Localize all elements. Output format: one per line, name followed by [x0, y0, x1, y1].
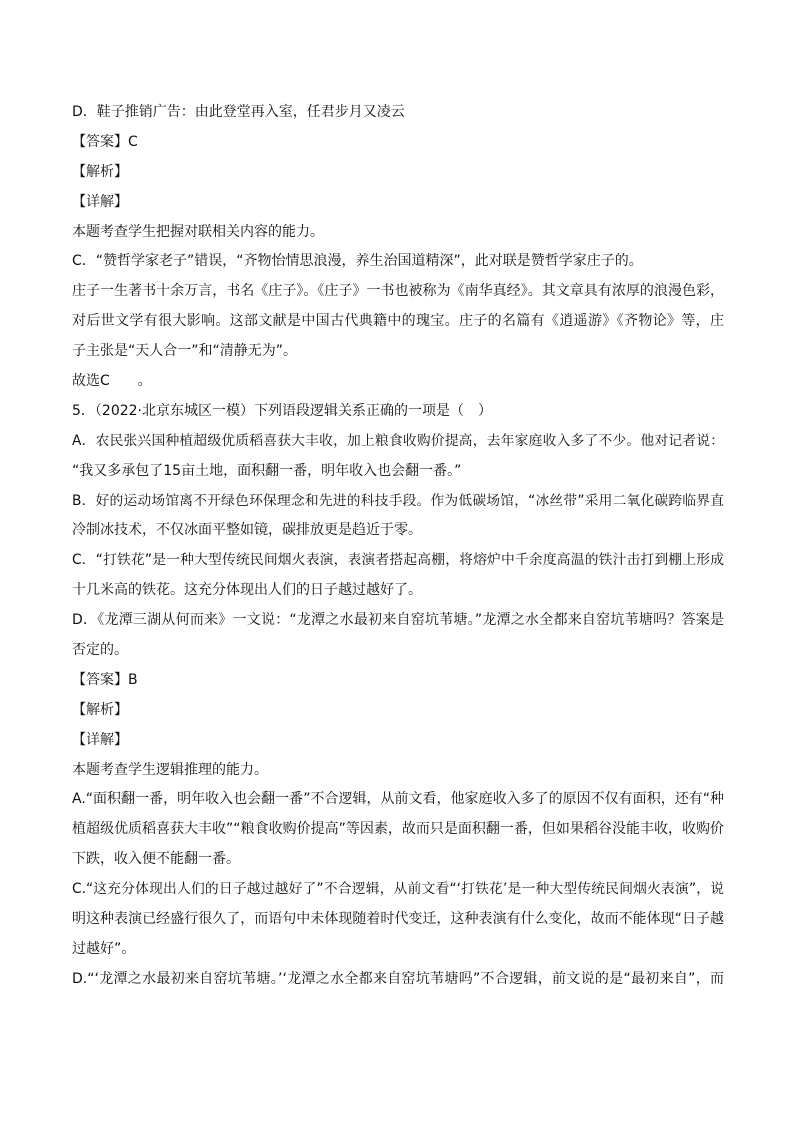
document-page	[72, 98, 724, 995]
option-d-line: D．鞋子推销广告：由此登堂再入室，任君步月又凌云	[72, 104, 405, 120]
option-a-line: “我又多承包了15亩土地，面积翻一番，明年收入也会翻一番。”	[72, 462, 462, 479]
explanation-text: C.“这充分体现出人们的日子越过越好了”不合逻辑，从前文看“‘打铁花’是一种大型传统民间烟火表演”，说	[72, 881, 724, 898]
answer-label: 【答案】B	[72, 671, 138, 688]
analysis-label: 【解析】	[72, 163, 128, 180]
conclusion-line: 故选C 。	[72, 373, 152, 390]
option-d-line: D．《龙潭三湖从何而来》一文说：“龙潭之水最初来自窑坑苇塘。”龙潭之水全都来自窑坑苇塘吗？答案是	[72, 612, 724, 629]
option-a-line: A．农民张兴国种植超级优质稻喜获大丰收，加上粮食收购价提高，去年家庭收入多了不少。他对记者说：	[72, 432, 724, 449]
explanation-text: 植超级优质稻喜获大丰收”“粮食收购价提高”等因素，故而只是面积翻一番，但如果稻谷没能丰收，收购价	[72, 821, 724, 838]
answer-label: 【答案】C	[72, 133, 138, 150]
explanation-text: 过越好”。	[72, 940, 136, 957]
explanation-text: 下跌，收入便不能翻一番。	[72, 851, 240, 868]
question-title: 5．（2022·北京东城区一模）下列语段逻辑关系正确的一项是（ ）	[72, 402, 492, 419]
explanation-text: 明这种表演已经盛行很久了，而语句中未体现随着时代变迁，这种表演有什么变化，故而不能体现“日子越	[72, 911, 724, 928]
option-b-line: B．好的运动场馆离不开绿色环保理念和先进的科技手段。作为低碳场馆，“冰丝带”采用二氧化碳跨临界直	[72, 492, 724, 509]
option-c-line: C．“打铁花”是一种大型传统民间烟火表演，表演者搭起高棚，将熔炉中千余度高温的铁汁击打到棚上形成	[72, 552, 724, 569]
analysis-label: 【解析】	[72, 701, 128, 718]
explanation-text: D.“‘龙潭之水最初来自窑坑苇塘。’‘龙潭之水全都来自窑坑苇塘吗”不合逻辑，前文说的是“最初来自”，而	[72, 970, 724, 987]
option-b-line: 冷制冰技术，不仅冰面平整如镜，碳排放更是趋近于零。	[72, 522, 422, 539]
explanation-text: 子主张是“天人合一”和“清静无为”。	[72, 343, 298, 360]
explanation-text: A.“面积翻一番，明年收入也会翻一番”不合逻辑，从前文看，他家庭收入多了的原因不仅有面积，还有“种	[72, 791, 724, 808]
explanation-label: 【详解】	[72, 731, 128, 748]
explanation-text: 本题考查学生逻辑推理的能力。	[72, 761, 268, 778]
explanation-text: C．“赞哲学家老子”错误，“齐物怡情思浪漫，养生治国道精深”，此对联是赞哲学家庄子的。	[72, 253, 643, 270]
explanation-text: 庄子一生著书十余万言，书名《庄子》。《庄子》一书也被称为《南华真经》。其文章具有浓厚的浪漫色彩，	[72, 283, 724, 300]
explanation-text: 本题考查学生把握对联相关内容的能力。	[72, 223, 324, 240]
option-c-line: 十几米高的铁花。这充分体现出人们的日子越过越好了。	[72, 582, 422, 599]
explanation-text: 对后世文学有很大影响。这部文献是中国古代典籍中的瑰宝。庄子的名篇有《逍遥游》《齐物论》等，庄	[72, 313, 724, 330]
explanation-label: 【详解】	[72, 193, 128, 210]
option-d-line: 否定的。	[72, 642, 128, 659]
